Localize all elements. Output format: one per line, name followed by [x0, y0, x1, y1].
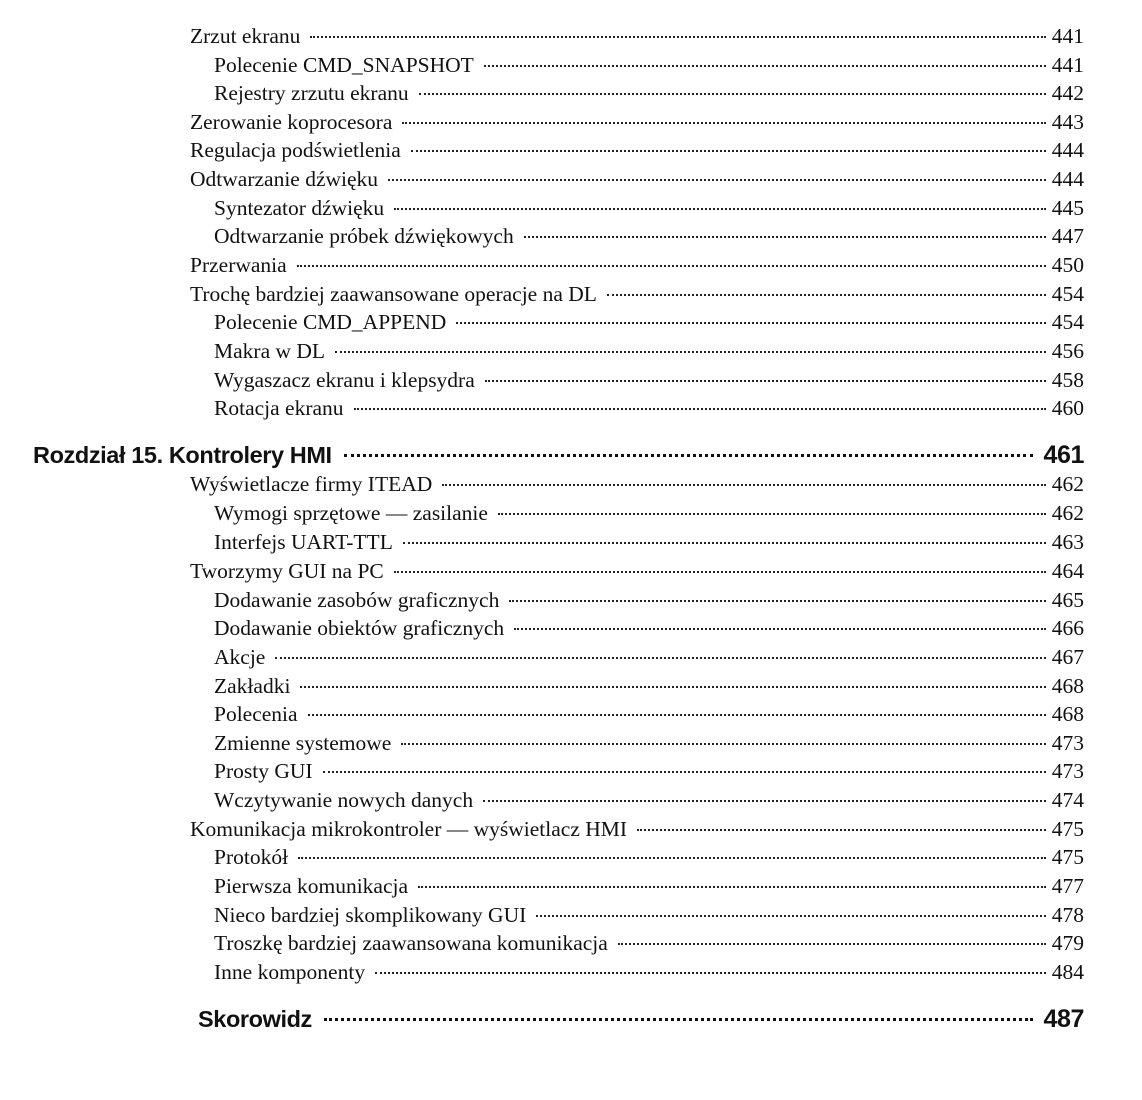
toc-entry[interactable]	[214, 901, 1084, 929]
leader-dots	[419, 93, 1046, 95]
toc-entry[interactable]	[214, 643, 1084, 671]
toc-entry-title: Polecenie CMD_APPEND	[214, 310, 447, 334]
leader-dots	[483, 800, 1046, 802]
leader-dots	[324, 1018, 1034, 1021]
leader-dots	[401, 743, 1045, 745]
toc-entry[interactable]	[214, 222, 1084, 250]
toc-entry-title: Trochę bardziej zaawansowane operacje na DL	[190, 282, 597, 306]
toc-entry-page: 464	[1051, 559, 1084, 583]
toc-entry[interactable]	[214, 843, 1084, 871]
toc-entry[interactable]	[214, 586, 1084, 614]
toc-entry-page: 475	[1051, 817, 1084, 841]
index-heading[interactable]	[198, 1004, 1084, 1034]
leader-dots	[485, 380, 1046, 382]
toc-entry-page: 477	[1051, 874, 1084, 898]
chapter-page: 461	[1043, 441, 1084, 469]
toc-entry-title: Nieco bardziej skomplikowany GUI	[214, 903, 527, 927]
toc-entry-page: 443	[1051, 110, 1084, 134]
leader-dots	[310, 36, 1045, 38]
leader-dots	[442, 484, 1045, 486]
leader-dots	[275, 657, 1045, 659]
toc-entry-title: Odtwarzanie próbek dźwiękowych	[214, 224, 514, 248]
toc-entry-title: Polecenia	[214, 702, 298, 726]
leader-dots	[388, 179, 1046, 181]
toc-entry-page: 473	[1051, 731, 1084, 755]
leader-dots	[375, 972, 1046, 974]
toc-entry-page: 466	[1051, 616, 1084, 640]
toc-entry[interactable]	[190, 165, 1084, 193]
toc-entry[interactable]	[190, 280, 1084, 308]
leader-dots	[411, 150, 1046, 152]
toc-entry-page: 450	[1051, 253, 1084, 277]
leader-dots	[402, 122, 1045, 124]
toc-entry-page: 478	[1051, 903, 1084, 927]
toc-entry[interactable]	[214, 672, 1084, 700]
toc-entry-title: Wczytywanie nowych danych	[214, 788, 474, 812]
toc-entry-page: 444	[1051, 138, 1084, 162]
toc-entry-page: 467	[1051, 645, 1084, 669]
toc-entry-title: Zerowanie koprocesora	[190, 110, 393, 134]
toc-entry-title: Komunikacja mikrokontroler — wyświetlacz HMI	[190, 817, 628, 841]
toc-entry[interactable]	[214, 308, 1084, 336]
toc-entry-page: 460	[1051, 396, 1084, 420]
toc-entry[interactable]	[190, 108, 1084, 136]
toc-entry-title: Wygaszacz ekranu i klepsydra	[214, 368, 475, 392]
leader-dots	[344, 454, 1034, 457]
leader-dots	[298, 857, 1046, 859]
toc-entry[interactable]	[190, 136, 1084, 164]
toc-entry-page: 465	[1051, 588, 1084, 612]
toc-entry-title: Inne komponenty	[214, 960, 366, 984]
toc-entry[interactable]	[190, 470, 1084, 498]
chapter-title: Rozdział 15. Kontrolery HMI	[33, 442, 332, 468]
toc-entry[interactable]	[214, 194, 1084, 222]
toc-entry-title: Zmienne systemowe	[214, 731, 392, 755]
leader-dots	[323, 771, 1046, 773]
toc-entry-title: Zrzut ekranu	[190, 24, 301, 48]
leader-dots	[418, 886, 1046, 888]
toc-entry-title: Tworzymy GUI na PC	[190, 559, 384, 583]
toc-entry-title: Przerwania	[190, 253, 287, 277]
toc-entry-page: 442	[1051, 81, 1084, 105]
leader-dots	[514, 628, 1046, 630]
leader-dots	[484, 65, 1046, 67]
leader-dots	[498, 513, 1046, 515]
toc-entry[interactable]	[214, 366, 1084, 394]
leader-dots	[300, 686, 1045, 688]
toc-entry-title: Odtwarzanie dźwięku	[190, 167, 379, 191]
toc-entry-title: Makra w DL	[214, 339, 326, 363]
toc-entry[interactable]	[214, 872, 1084, 900]
toc-entry[interactable]	[190, 22, 1084, 50]
toc-entry-title: Protokół	[214, 845, 289, 869]
toc-entry-title: Wyświetlacze firmy ITEAD	[190, 472, 433, 496]
leader-dots	[637, 829, 1046, 831]
leader-dots	[607, 294, 1046, 296]
toc-entry-title: Polecenie CMD_SNAPSHOT	[214, 53, 474, 77]
toc-entry-title: Interfejs UART-TTL	[214, 530, 393, 554]
toc-entry-page: 444	[1051, 167, 1084, 191]
leader-dots	[403, 542, 1046, 544]
toc-entry-title: Pierwsza komunikacja	[214, 874, 409, 898]
toc-entry-page: 473	[1051, 759, 1084, 783]
toc-entry-page: 441	[1051, 53, 1084, 77]
toc-entry-title: Dodawanie obiektów graficznych	[214, 616, 505, 640]
leader-dots	[618, 943, 1046, 945]
toc-entry[interactable]	[214, 700, 1084, 728]
leader-dots	[394, 208, 1046, 210]
toc-entry-title: Regulacja podświetlenia	[190, 138, 401, 162]
toc-entry-title: Dodawanie zasobów graficznych	[214, 588, 500, 612]
toc-entry[interactable]	[214, 757, 1084, 785]
toc-entry[interactable]	[214, 337, 1084, 365]
toc-entry-title: Rotacja ekranu	[214, 396, 344, 420]
toc-entry-page: 456	[1051, 339, 1084, 363]
toc-entry-page: 468	[1051, 702, 1084, 726]
toc-entry-title: Wymogi sprzętowe — zasilanie	[214, 501, 488, 525]
toc-entry-page: 462	[1051, 472, 1084, 496]
leader-dots	[297, 265, 1046, 267]
leader-dots	[456, 322, 1045, 324]
toc-entry-page: 468	[1051, 674, 1084, 698]
toc-entry-page: 454	[1051, 310, 1084, 334]
leader-dots	[354, 408, 1046, 410]
index-title: Skorowidz	[198, 1006, 312, 1032]
toc-entry-page: 441	[1051, 24, 1084, 48]
toc-entry-page: 445	[1051, 196, 1084, 220]
toc-entry[interactable]	[190, 815, 1084, 843]
toc-entry[interactable]	[190, 251, 1084, 279]
toc-entry[interactable]	[214, 729, 1084, 757]
toc-entry-page: 484	[1051, 960, 1084, 984]
leader-dots	[308, 714, 1046, 716]
leader-dots	[536, 915, 1045, 917]
toc-entry-title: Akcje	[214, 645, 266, 669]
toc-entry[interactable]	[214, 786, 1084, 814]
toc-entry-page: 454	[1051, 282, 1084, 306]
leader-dots	[335, 351, 1046, 353]
leader-dots	[524, 236, 1046, 238]
toc-entry[interactable]	[214, 499, 1084, 527]
toc-entry-page: 479	[1051, 931, 1084, 955]
leader-dots	[394, 571, 1046, 573]
toc-entry[interactable]	[214, 958, 1084, 986]
toc-entry[interactable]	[214, 51, 1084, 79]
toc-entry-title: Troszkę bardziej zaawansowana komunikacja	[214, 931, 608, 955]
toc-entry[interactable]	[214, 614, 1084, 642]
chapter-heading[interactable]	[33, 440, 1084, 470]
toc-entry-page: 462	[1051, 501, 1084, 525]
toc-entry[interactable]	[214, 394, 1084, 422]
toc-entry-page: 463	[1051, 530, 1084, 554]
toc-entry-page: 474	[1051, 788, 1084, 812]
toc-entry[interactable]	[214, 528, 1084, 556]
toc-entry-title: Syntezator dźwięku	[214, 196, 385, 220]
index-page: 487	[1043, 1005, 1084, 1033]
toc-entry-page: 458	[1051, 368, 1084, 392]
toc-entry[interactable]	[190, 557, 1084, 585]
toc-entry-title: Rejestry zrzutu ekranu	[214, 81, 409, 105]
toc-entry[interactable]	[214, 929, 1084, 957]
leader-dots	[509, 600, 1045, 602]
toc-entry-title: Prosty GUI	[214, 759, 313, 783]
toc-entry-page: 475	[1051, 845, 1084, 869]
toc-entry-page: 447	[1051, 224, 1084, 248]
toc-entry-title: Zakładki	[214, 674, 291, 698]
toc-entry[interactable]	[214, 79, 1084, 107]
